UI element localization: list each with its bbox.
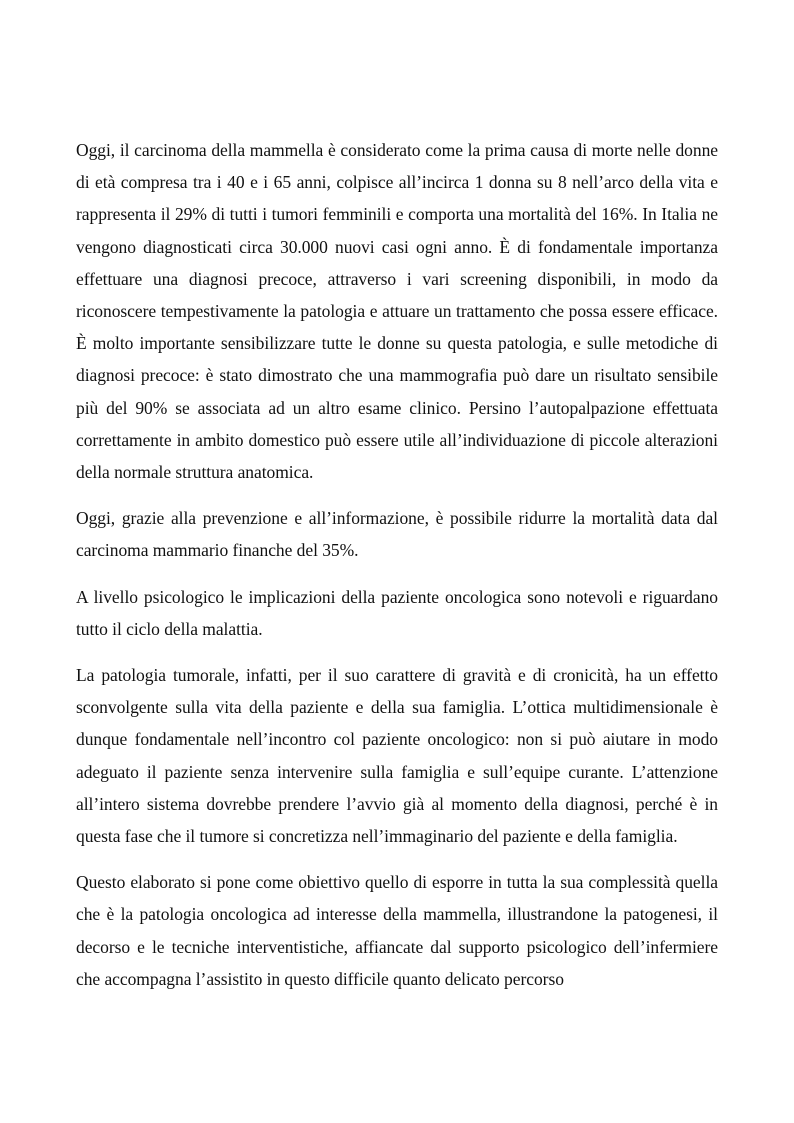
paragraph-3: A livello psicologico le implicazioni della paziente oncologica sono notevoli e riguardano tutto il ciclo della malattia.: [76, 586, 718, 639]
paragraph-1: Oggi, il carcinoma della mammella è considerato come la prima causa di morte nelle donne di età compresa tra i 40 e i 65 anni, colpisce all’incirca 1 donna su 8 nell’arco della vita e rappresenta il 29% di tutti i tumori femminili e comporta una mortalità del 16%. In Italia ne vengono diagnosticati circa 30.000 nuovi casi ogni anno. È di fondamentale importanza effettuare una diagnosi precoce, attraverso i vari screening disponibili, in modo da riconoscere tempestivamente la patologia e attuare un trattamento che possa essere efficace. È molto importante sensibilizzare tutte le donne su questa patologia, e sulle metodiche di diagnosi precoce: è stato dimostrato che una mammografia può dare un risultato sensibile più del 90% se associata ad un altro esame clinico. Persino l’autopalpazione effettuata correttamente in ambito domestico può essere utile all’individuazione di piccole alterazioni della normale struttura anatomica.: [76, 140, 718, 483]
paragraph-4: La patologia tumorale, infatti, per il suo carattere di gravità e di cronicità, ha un effetto sconvolgente sulla vita della paziente e della sua famiglia. L’ottica multidimensionale è dunque fondamentale nell’incontro col paziente oncologico: non si può aiutare in modo adeguato il paziente senza intervenire sulla famiglia e sull’equipe curante. L’attenzione all’intero sistema dovrebbe prendere l’avvio già al momento della diagnosi, perché è in questa fase che il tumore si concretizza nell’immaginario del paziente e della famiglia.: [76, 665, 718, 847]
paragraph-5: Questo elaborato si pone come obiettivo quello di esporre in tutta la sua complessità quella che è la patologia oncologica ad interesse della mammella, illustrandone la patogenesi, il decorso e le tecniche interventistiche, affiancate dal supporto psicologico dell’infermiere che accompagna l’assistito in questo difficile quanto delicato percorso: [76, 872, 718, 989]
paragraph-2: Oggi, grazie alla prevenzione e all’informazione, è possibile ridurre la mortalità data dal carcinoma mammario finanche del 35%.: [76, 508, 718, 561]
body-text: [76, 134, 718, 995]
